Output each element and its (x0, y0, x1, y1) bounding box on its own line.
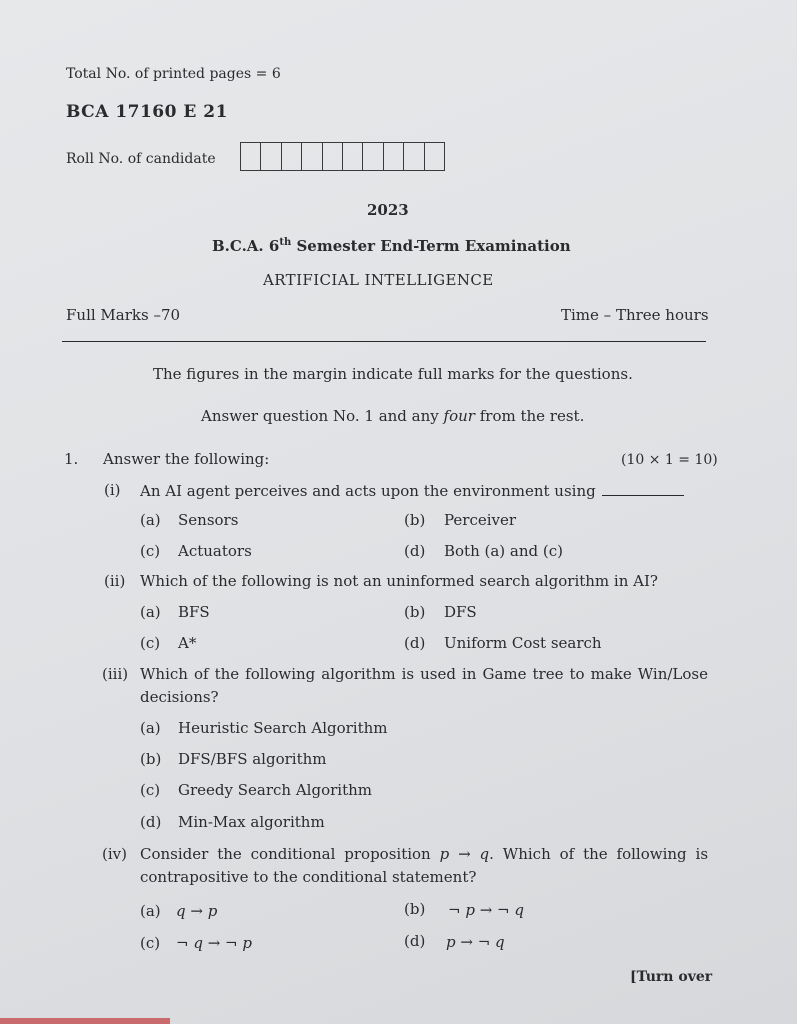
roll-box[interactable] (301, 142, 322, 171)
option-text: DFS (444, 603, 477, 621)
option-text: Actuators (178, 542, 252, 560)
part-question-cont: decisions? (140, 688, 219, 706)
option-text: Sensors (178, 511, 239, 529)
option-text: Min-Max algorithm (178, 813, 325, 831)
option-label: (d) (404, 542, 426, 560)
option-label: (a) (140, 603, 161, 621)
option-label: (b) (404, 900, 426, 918)
option-text: Uniform Cost search (444, 634, 602, 652)
roll-box[interactable] (424, 142, 445, 171)
header-divider (62, 341, 706, 342)
roll-number-boxes[interactable] (241, 142, 445, 171)
option-text: Both (a) and (c) (444, 542, 564, 560)
option-label: (c) (140, 542, 161, 560)
exam-year: 2023 (367, 201, 409, 219)
roll-box[interactable] (362, 142, 383, 171)
option-label: (a) (140, 902, 161, 920)
option-text: DFS/BFS algorithm (178, 750, 327, 768)
option-text: ¬ p → ¬ q (448, 901, 524, 919)
option-text: Perceiver (444, 511, 517, 529)
part-question: Which of the following algorithm is used in Game tree to make Win/Lose (140, 665, 708, 683)
part-label: (iv) (102, 845, 127, 863)
option-label: (c) (140, 934, 161, 952)
roll-label: Roll No. of candidate (66, 151, 216, 167)
part-question: An AI agent perceives and acts upon the environment using (140, 481, 684, 500)
time-allowed: Time – Three hours (561, 306, 709, 324)
subject-title: ARTIFICIAL INTELLIGENCE (263, 271, 494, 289)
option-label: (c) (140, 634, 161, 652)
part-question: Consider the conditional proposition p → q. Which of the following is (140, 845, 709, 863)
total-pages: Total No. of printed pages = 6 (66, 66, 281, 82)
option-label: (d) (404, 932, 426, 950)
option-text: A* (178, 634, 197, 652)
option-label: (b) (404, 603, 426, 621)
part-label: (i) (104, 481, 121, 499)
roll-box[interactable] (342, 142, 363, 171)
roll-box[interactable] (322, 142, 343, 171)
option-label: (b) (140, 750, 162, 768)
roll-box[interactable] (281, 142, 302, 171)
paper-code: BCA 17160 E 21 (66, 102, 228, 122)
page-edge-strip (0, 1018, 170, 1024)
option-text: Heuristic Search Algorithm (178, 719, 388, 737)
instruction-margin: The figures in the margin indicate full marks for the questions. (153, 365, 633, 383)
roll-box[interactable] (260, 142, 281, 171)
option-label: (c) (140, 781, 161, 799)
part-question-cont: contrapositive to the conditional statement? (140, 868, 477, 886)
question-text: Answer the following: (103, 450, 270, 468)
option-label: (a) (140, 511, 161, 529)
instruction-answer: Answer question No. 1 and any four from the rest. (201, 407, 585, 425)
roll-box[interactable] (240, 142, 261, 171)
answer-blank (602, 481, 684, 496)
question-number: 1. (64, 450, 79, 468)
full-marks: Full Marks –70 (66, 306, 181, 324)
option-label: (b) (404, 511, 426, 529)
option-text: Greedy Search Algorithm (178, 781, 372, 799)
exam-title: B.C.A. 6th Semester End-Term Examination (212, 237, 571, 255)
turn-over: [Turn over (630, 969, 713, 985)
question-marks: (10 × 1 = 10) (621, 452, 718, 468)
option-text: ¬ q → ¬ p (176, 934, 252, 952)
option-text: p → ¬ q (446, 933, 505, 951)
part-label: (ii) (104, 572, 126, 590)
part-question: Which of the following is not an uninformed search algorithm in AI? (140, 572, 658, 590)
option-label: (a) (140, 719, 161, 737)
roll-box[interactable] (403, 142, 424, 171)
option-text: BFS (178, 603, 210, 621)
roll-box[interactable] (383, 142, 404, 171)
option-label: (d) (140, 813, 162, 831)
option-label: (d) (404, 634, 426, 652)
part-label: (iii) (102, 665, 129, 683)
option-text: q → p (176, 902, 218, 920)
